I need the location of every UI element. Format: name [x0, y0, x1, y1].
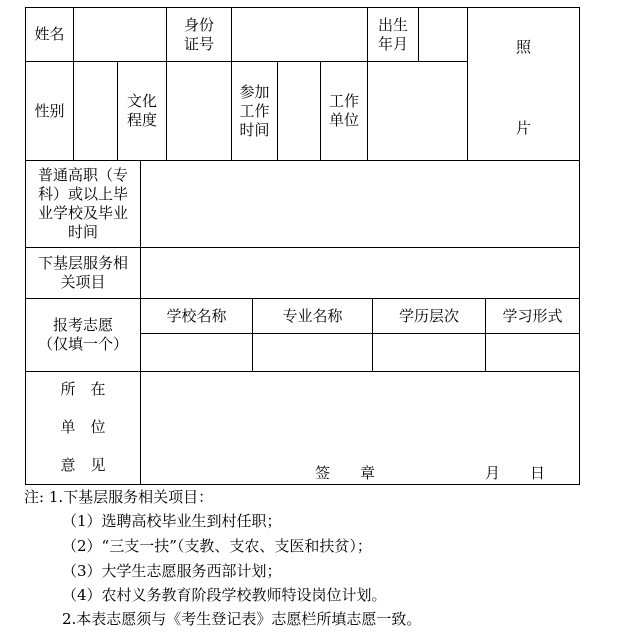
- college-field[interactable]: [141, 161, 579, 247]
- choice-header-major: 专业名称: [282, 306, 343, 325]
- photo-label-top: 照: [515, 38, 531, 56]
- date-label: 月 日: [484, 463, 545, 482]
- id-number-label: 身份 证号: [183, 15, 214, 53]
- grassroots-project-field[interactable]: [141, 248, 579, 298]
- notes-item-2: （2）“三支一扶”（支教、支农、支医和扶贫）；: [62, 537, 372, 555]
- college-label: 普通高职（专 科）或以上毕 业学校及毕业 时间: [37, 166, 128, 241]
- unit-opinion-line-3: 意 见: [60, 456, 106, 474]
- choice-header-school: 学校名称: [166, 306, 227, 325]
- choice-label: 报考志愿 （仅填一个）: [37, 316, 128, 353]
- choice-major-field[interactable]: [253, 334, 372, 371]
- education-label: 文化 程度: [126, 92, 157, 129]
- birth-date-label: 出生 年月: [377, 15, 408, 53]
- education-field[interactable]: [167, 62, 231, 160]
- notes-item-1: （1）选聘高校毕业生到村任职；: [62, 512, 282, 530]
- gender-label: 性别: [34, 101, 65, 120]
- notes-item-4: （4）农村义务教育阶段学校教师特设岗位计划。: [62, 586, 387, 604]
- choice-header-mode: 学习形式: [502, 306, 563, 325]
- id-number-field[interactable]: [232, 8, 367, 61]
- choice-header-level: 学历层次: [398, 306, 459, 325]
- notes-item-3: （3）大学生志愿服务西部计划；: [62, 562, 282, 580]
- choice-mode-field[interactable]: [486, 334, 579, 371]
- gender-field[interactable]: [74, 62, 117, 160]
- notes-item-2-consistency: 2.本表志愿须与《考生登记表》志愿栏所填志愿一致。: [62, 610, 422, 628]
- work-unit-label: 工作 单位: [328, 92, 359, 129]
- work-start-field[interactable]: [278, 62, 320, 160]
- name-field[interactable]: [74, 8, 166, 61]
- unit-opinion-label: [26, 372, 140, 484]
- choice-level-field[interactable]: [373, 334, 485, 371]
- name-label: 姓名: [34, 25, 65, 43]
- sign-label: 签 章: [314, 463, 375, 482]
- work-unit-field[interactable]: [368, 62, 467, 160]
- grassroots-project-label: 下基层服务相 关项目: [37, 254, 128, 291]
- birth-date-field[interactable]: [419, 8, 467, 61]
- notes-title: 注: 1.下基层服务相关项目：: [24, 488, 214, 506]
- unit-opinion-line-2: 单 位: [60, 418, 106, 436]
- table-border-right: [579, 7, 580, 485]
- choice-school-field[interactable]: [141, 334, 252, 371]
- photo-area[interactable]: [468, 8, 579, 160]
- photo-label-bottom: 片: [515, 119, 531, 137]
- unit-opinion-line-1: 所 在: [60, 380, 106, 398]
- table-border-bottom: [25, 484, 580, 485]
- work-start-label: 参加 工作 时间: [239, 82, 270, 139]
